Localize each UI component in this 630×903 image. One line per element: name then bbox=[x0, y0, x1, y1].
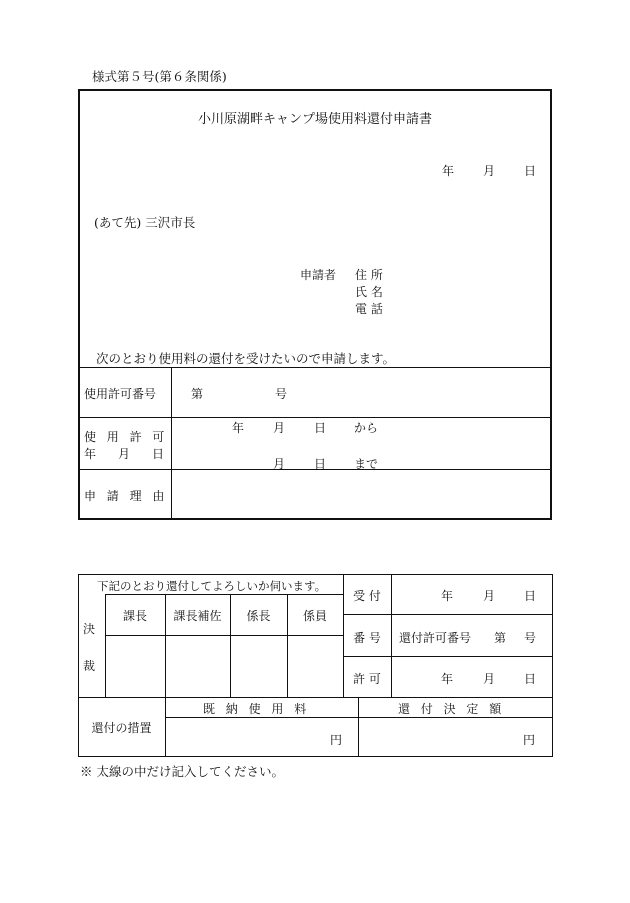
paid-fee-yen: 円 bbox=[330, 733, 343, 747]
received-month: 月 bbox=[483, 589, 496, 603]
received-day: 日 bbox=[524, 589, 537, 603]
lower-header: 下記のとおり還付してよろしいか伺います。 bbox=[97, 579, 327, 593]
paid-fee-label: 既納使用料 bbox=[203, 702, 318, 716]
to-month: 月 bbox=[273, 457, 286, 471]
form-number: 様式第５号(第６条関係) bbox=[92, 69, 227, 84]
grid-line bbox=[343, 614, 552, 615]
date-month-label: 月 bbox=[483, 164, 496, 178]
refund-amount-yen: 円 bbox=[523, 733, 536, 747]
refund-amount-label: 還付決定額 bbox=[398, 702, 513, 716]
number-label: 番 号 bbox=[353, 631, 381, 645]
to-label: まで bbox=[354, 457, 379, 471]
number-suffix: 号 bbox=[524, 631, 537, 645]
approver-staff: 係員 bbox=[302, 609, 327, 623]
request-text: 次のとおり使用料の還付を受けたいので申請します。 bbox=[96, 351, 396, 366]
kessai-char-1: 決 bbox=[83, 622, 96, 636]
grid-line bbox=[105, 635, 343, 636]
from-month: 月 bbox=[273, 421, 286, 435]
name-label: 氏 名 bbox=[355, 285, 383, 299]
applicant-label: 申請者 bbox=[300, 268, 337, 282]
approver-chief: 課長 bbox=[122, 609, 147, 623]
row-divider bbox=[79, 417, 551, 418]
approver-assistant-chief: 課長補佐 bbox=[173, 609, 222, 623]
address-label: 住 所 bbox=[355, 268, 383, 282]
grid-line bbox=[391, 574, 392, 697]
from-day: 日 bbox=[314, 421, 327, 435]
number-prefix: 第 bbox=[494, 631, 507, 645]
form-title: 小川原湖畔キャンプ場使用料還付申請書 bbox=[197, 112, 432, 127]
permit-number-prefix: 第 bbox=[191, 387, 204, 401]
date-year-label: 年 bbox=[442, 164, 455, 178]
to-day: 日 bbox=[314, 457, 327, 471]
from-year: 年 bbox=[232, 421, 245, 435]
footnote: ※ 太線の中だけ記入してください。 bbox=[80, 764, 284, 779]
received-label: 受 付 bbox=[353, 589, 381, 603]
permit-day: 日 bbox=[524, 672, 537, 686]
grid-line bbox=[105, 594, 343, 595]
permit-number-label: 使用許可番号 bbox=[84, 387, 157, 401]
date-day-label: 日 bbox=[524, 164, 537, 178]
grid-line bbox=[78, 697, 552, 698]
row-divider bbox=[79, 367, 551, 368]
addressee: (あて先) 三沢市長 bbox=[94, 215, 196, 230]
from-label: から bbox=[354, 421, 379, 435]
reason-label: 申請理由 bbox=[84, 489, 176, 503]
approver-section-head: 係長 bbox=[246, 609, 271, 623]
grid-line bbox=[358, 697, 359, 756]
refund-measures-label: 還付の措置 bbox=[91, 721, 152, 735]
received-year: 年 bbox=[441, 589, 454, 603]
permit-year: 年 bbox=[441, 672, 454, 686]
refund-permit-number-label: 還付許可番号 bbox=[399, 631, 472, 645]
permit-month: 月 bbox=[483, 672, 496, 686]
permit-date-label-line2: 年 月 日 bbox=[84, 447, 164, 461]
permit-number-suffix: 号 bbox=[275, 387, 288, 401]
permit-label: 許 可 bbox=[353, 672, 381, 686]
grid-line bbox=[343, 656, 552, 657]
permit-date-label-line1: 使用許可 bbox=[84, 430, 176, 444]
phone-label: 電 話 bbox=[355, 302, 383, 316]
kessai-char-2: 裁 bbox=[83, 659, 96, 673]
